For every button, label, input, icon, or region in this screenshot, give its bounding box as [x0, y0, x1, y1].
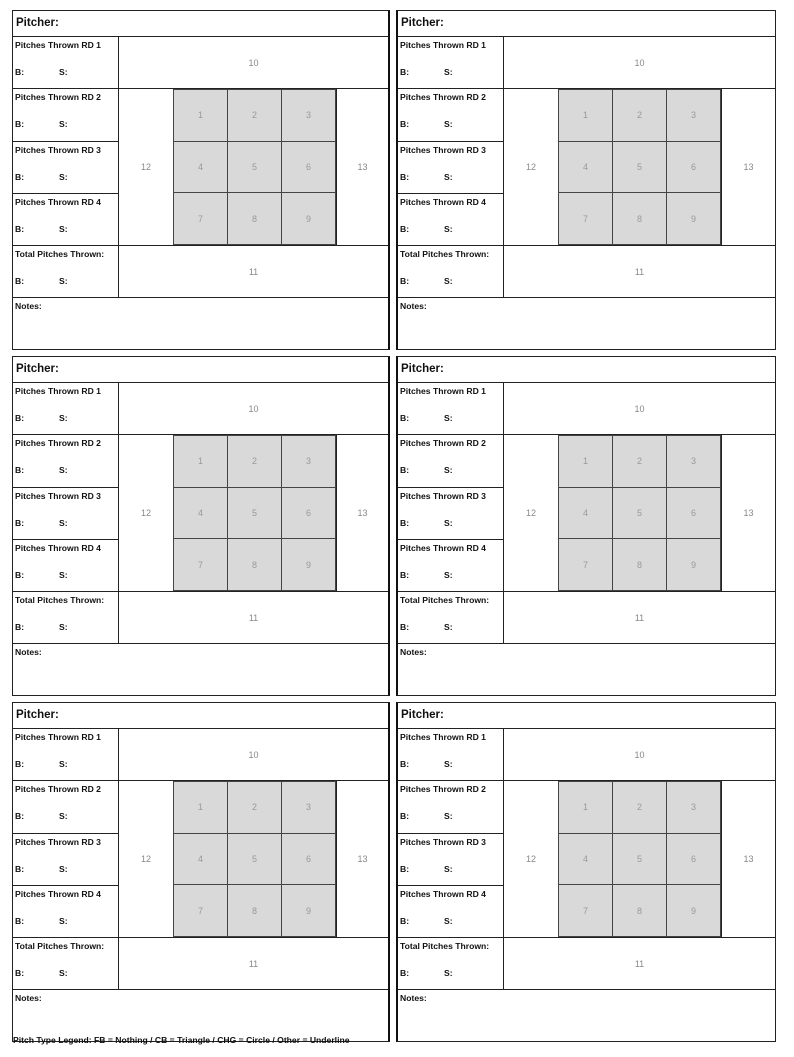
- zone-13: 13: [722, 89, 775, 246]
- total-pitches-label: Total Pitches Thrown:: [15, 595, 105, 605]
- zone-12: 12: [119, 435, 173, 592]
- notes-label: Notes:: [400, 301, 427, 311]
- total-pitches-box: [398, 938, 504, 990]
- zone-cell-5: 5: [227, 833, 282, 886]
- balls-label: B:: [400, 864, 410, 874]
- pitcher-card-5: [12, 702, 390, 1042]
- zone-cell-8: 8: [227, 538, 282, 591]
- zone-cell-4: 4: [558, 833, 613, 886]
- balls-label: B:: [400, 518, 410, 528]
- zone-cell-9: 9: [666, 884, 721, 937]
- zone-cell-7: 7: [173, 884, 228, 937]
- strikes-label: S:: [59, 968, 68, 978]
- round-3-box: [398, 834, 504, 886]
- strikes-label: S:: [444, 759, 453, 769]
- zone-cell-6: 6: [666, 487, 721, 540]
- total-pitches-box: [13, 246, 119, 298]
- round-4-box: [398, 886, 504, 938]
- pitcher-title: Pitcher:: [13, 11, 388, 37]
- strikes-label: S:: [444, 518, 453, 528]
- zone-10: 10: [119, 729, 388, 781]
- strikes-label: S:: [59, 811, 68, 821]
- strikes-label: S:: [444, 67, 453, 77]
- balls-label: B:: [15, 413, 25, 423]
- round-3-box: [398, 142, 504, 194]
- zone-cell-2: 2: [227, 435, 282, 488]
- round-2-box: [13, 89, 119, 142]
- total-pitches-label: Total Pitches Thrown:: [400, 595, 490, 605]
- balls-label: B:: [400, 570, 410, 580]
- zone-cell-8: 8: [612, 884, 667, 937]
- round-4-box: [398, 194, 504, 246]
- balls-label: B:: [15, 864, 25, 874]
- round-1-label: Pitches Thrown RD 1: [15, 40, 101, 50]
- balls-label: B:: [400, 172, 410, 182]
- zone-11: 11: [504, 246, 775, 298]
- strike-zone-grid: [558, 435, 722, 592]
- balls-label: B:: [400, 465, 410, 475]
- strikes-label: S:: [444, 916, 453, 926]
- round-1-box: [398, 37, 504, 89]
- notes-label: Notes:: [15, 993, 42, 1003]
- strikes-label: S:: [444, 119, 453, 129]
- strikes-label: S:: [444, 968, 453, 978]
- notes-area[interactable]: [13, 990, 388, 1041]
- strikes-label: S:: [59, 119, 68, 129]
- zone-cell-8: 8: [227, 884, 282, 937]
- strikes-label: S:: [59, 570, 68, 580]
- balls-label: B:: [15, 67, 25, 77]
- pitcher-card-1: [12, 10, 390, 350]
- zone-cell-5: 5: [612, 487, 667, 540]
- pitcher-title: Pitcher:: [398, 11, 775, 37]
- round-3-label: Pitches Thrown RD 3: [15, 491, 101, 501]
- zone-cell-6: 6: [281, 833, 336, 886]
- zone-11: 11: [119, 938, 388, 990]
- balls-label: B:: [400, 224, 410, 234]
- round-1-label: Pitches Thrown RD 1: [400, 732, 486, 742]
- balls-label: B:: [400, 759, 410, 769]
- zone-cell-9: 9: [281, 884, 336, 937]
- zone-cell-2: 2: [227, 89, 282, 142]
- round-2-box: [13, 435, 119, 488]
- round-2-label: Pitches Thrown RD 2: [400, 784, 486, 794]
- zone-cell-7: 7: [558, 192, 613, 245]
- total-pitches-label: Total Pitches Thrown:: [400, 941, 490, 951]
- pitcher-card-4: [396, 356, 776, 696]
- round-4-box: [13, 194, 119, 246]
- strikes-label: S:: [444, 864, 453, 874]
- strikes-label: S:: [444, 570, 453, 580]
- strikes-label: S:: [444, 811, 453, 821]
- zone-10: 10: [119, 37, 388, 89]
- round-3-label: Pitches Thrown RD 3: [15, 837, 101, 847]
- balls-label: B:: [15, 465, 25, 475]
- round-3-label: Pitches Thrown RD 3: [400, 145, 486, 155]
- zone-cell-1: 1: [173, 781, 228, 834]
- round-4-label: Pitches Thrown RD 4: [400, 543, 486, 553]
- zone-12: 12: [119, 781, 173, 938]
- total-pitches-box: [13, 592, 119, 644]
- zone-10: 10: [504, 37, 775, 89]
- round-4-label: Pitches Thrown RD 4: [15, 889, 101, 899]
- notes-area[interactable]: [13, 644, 388, 695]
- round-2-box: [398, 89, 504, 142]
- round-1-label: Pitches Thrown RD 1: [400, 386, 486, 396]
- zone-cell-3: 3: [666, 89, 721, 142]
- strike-zone-grid: [558, 89, 722, 246]
- round-2-label: Pitches Thrown RD 2: [15, 784, 101, 794]
- zone-cell-5: 5: [612, 833, 667, 886]
- zone-11: 11: [119, 592, 388, 644]
- round-1-label: Pitches Thrown RD 1: [15, 386, 101, 396]
- strikes-label: S:: [444, 413, 453, 423]
- strike-zone-grid: [173, 435, 337, 592]
- zone-10: 10: [119, 383, 388, 435]
- balls-label: B:: [15, 224, 25, 234]
- notes-area[interactable]: [398, 644, 775, 695]
- zone-cell-7: 7: [558, 884, 613, 937]
- round-2-label: Pitches Thrown RD 2: [400, 438, 486, 448]
- total-pitches-label: Total Pitches Thrown:: [400, 249, 490, 259]
- zone-cell-4: 4: [558, 141, 613, 194]
- balls-label: B:: [15, 916, 25, 926]
- zone-cell-9: 9: [281, 192, 336, 245]
- zone-cell-2: 2: [227, 781, 282, 834]
- zone-12: 12: [504, 781, 558, 938]
- zone-cell-1: 1: [173, 89, 228, 142]
- balls-label: B:: [15, 119, 25, 129]
- notes-area[interactable]: [398, 298, 775, 349]
- zone-cell-3: 3: [666, 435, 721, 488]
- zone-12: 12: [504, 435, 558, 592]
- zone-cell-9: 9: [281, 538, 336, 591]
- zone-cell-2: 2: [612, 435, 667, 488]
- pitcher-card-6: [396, 702, 776, 1042]
- notes-area[interactable]: [13, 298, 388, 349]
- round-1-box: [13, 383, 119, 435]
- balls-label: B:: [400, 916, 410, 926]
- round-4-box: [398, 540, 504, 592]
- zone-cell-4: 4: [558, 487, 613, 540]
- zone-12: 12: [504, 89, 558, 246]
- balls-label: B:: [400, 119, 410, 129]
- round-1-label: Pitches Thrown RD 1: [15, 732, 101, 742]
- balls-label: B:: [400, 622, 410, 632]
- zone-12: 12: [119, 89, 173, 246]
- pitcher-title: Pitcher:: [13, 357, 388, 383]
- notes-area[interactable]: [398, 990, 775, 1041]
- zone-cell-8: 8: [612, 538, 667, 591]
- strikes-label: S:: [59, 172, 68, 182]
- balls-label: B:: [15, 968, 25, 978]
- strikes-label: S:: [59, 413, 68, 423]
- round-2-box: [398, 781, 504, 834]
- zone-13: 13: [722, 781, 775, 938]
- strikes-label: S:: [59, 759, 68, 769]
- zone-cell-9: 9: [666, 192, 721, 245]
- zone-13: 13: [337, 781, 388, 938]
- strike-zone-grid: [558, 781, 722, 938]
- zone-cell-7: 7: [558, 538, 613, 591]
- pitcher-card-3: [12, 356, 390, 696]
- zone-cell-4: 4: [173, 141, 228, 194]
- balls-label: B:: [400, 276, 410, 286]
- notes-label: Notes:: [15, 647, 42, 657]
- zone-13: 13: [337, 89, 388, 246]
- round-1-label: Pitches Thrown RD 1: [400, 40, 486, 50]
- strikes-label: S:: [59, 864, 68, 874]
- balls-label: B:: [15, 811, 25, 821]
- zone-cell-6: 6: [281, 487, 336, 540]
- zone-cell-2: 2: [612, 89, 667, 142]
- round-1-box: [398, 729, 504, 781]
- strikes-label: S:: [59, 518, 68, 528]
- notes-label: Notes:: [15, 301, 42, 311]
- strikes-label: S:: [444, 224, 453, 234]
- strike-zone-grid: [173, 89, 337, 246]
- round-3-box: [13, 142, 119, 194]
- zone-10: 10: [504, 383, 775, 435]
- balls-label: B:: [15, 570, 25, 580]
- round-4-box: [13, 540, 119, 592]
- strikes-label: S:: [444, 276, 453, 286]
- round-4-box: [13, 886, 119, 938]
- round-1-box: [398, 383, 504, 435]
- zone-cell-5: 5: [612, 141, 667, 194]
- zone-10: 10: [504, 729, 775, 781]
- round-2-label: Pitches Thrown RD 2: [15, 92, 101, 102]
- notes-label: Notes:: [400, 647, 427, 657]
- zone-cell-1: 1: [558, 781, 613, 834]
- zone-cell-6: 6: [666, 833, 721, 886]
- round-4-label: Pitches Thrown RD 4: [400, 197, 486, 207]
- balls-label: B:: [400, 968, 410, 978]
- round-4-label: Pitches Thrown RD 4: [15, 197, 101, 207]
- round-3-label: Pitches Thrown RD 3: [15, 145, 101, 155]
- balls-label: B:: [400, 67, 410, 77]
- zone-cell-7: 7: [173, 538, 228, 591]
- pitcher-title: Pitcher:: [13, 703, 388, 729]
- round-3-box: [13, 834, 119, 886]
- zone-cell-5: 5: [227, 141, 282, 194]
- round-3-label: Pitches Thrown RD 3: [400, 837, 486, 847]
- zone-cell-3: 3: [281, 89, 336, 142]
- zone-13: 13: [722, 435, 775, 592]
- zone-cell-1: 1: [558, 435, 613, 488]
- zone-cell-8: 8: [227, 192, 282, 245]
- round-4-label: Pitches Thrown RD 4: [15, 543, 101, 553]
- pitch-type-legend: Pitch Type Legend: FB = Nothing / CB = Triangle / CHG = Circle / Other = Underline: [13, 1035, 350, 1045]
- round-2-label: Pitches Thrown RD 2: [400, 92, 486, 102]
- strikes-label: S:: [59, 224, 68, 234]
- round-1-box: [13, 729, 119, 781]
- round-1-box: [13, 37, 119, 89]
- total-pitches-box: [398, 592, 504, 644]
- zone-cell-3: 3: [281, 781, 336, 834]
- zone-cell-2: 2: [612, 781, 667, 834]
- round-3-box: [398, 488, 504, 540]
- pitcher-card-2: [396, 10, 776, 350]
- pitcher-title: Pitcher:: [398, 357, 775, 383]
- zone-cell-3: 3: [666, 781, 721, 834]
- zone-cell-8: 8: [612, 192, 667, 245]
- strikes-label: S:: [444, 172, 453, 182]
- zone-13: 13: [337, 435, 388, 592]
- zone-cell-4: 4: [173, 487, 228, 540]
- balls-label: B:: [400, 413, 410, 423]
- strikes-label: S:: [59, 276, 68, 286]
- zone-cell-6: 6: [281, 141, 336, 194]
- total-pitches-label: Total Pitches Thrown:: [15, 941, 105, 951]
- zone-cell-4: 4: [173, 833, 228, 886]
- balls-label: B:: [15, 276, 25, 286]
- round-3-box: [13, 488, 119, 540]
- round-2-box: [13, 781, 119, 834]
- zone-11: 11: [504, 938, 775, 990]
- total-pitches-label: Total Pitches Thrown:: [15, 249, 105, 259]
- round-4-label: Pitches Thrown RD 4: [400, 889, 486, 899]
- zone-11: 11: [119, 246, 388, 298]
- zone-11: 11: [504, 592, 775, 644]
- zone-cell-5: 5: [227, 487, 282, 540]
- balls-label: B:: [15, 518, 25, 528]
- balls-label: B:: [15, 759, 25, 769]
- strikes-label: S:: [59, 67, 68, 77]
- strikes-label: S:: [444, 465, 453, 475]
- zone-cell-1: 1: [558, 89, 613, 142]
- round-2-label: Pitches Thrown RD 2: [15, 438, 101, 448]
- zone-cell-6: 6: [666, 141, 721, 194]
- strike-zone-grid: [173, 781, 337, 938]
- zone-cell-9: 9: [666, 538, 721, 591]
- notes-label: Notes:: [400, 993, 427, 1003]
- zone-cell-1: 1: [173, 435, 228, 488]
- round-2-box: [398, 435, 504, 488]
- total-pitches-box: [398, 246, 504, 298]
- balls-label: B:: [15, 172, 25, 182]
- strikes-label: S:: [444, 622, 453, 632]
- pitcher-title: Pitcher:: [398, 703, 775, 729]
- strikes-label: S:: [59, 465, 68, 475]
- total-pitches-box: [13, 938, 119, 990]
- round-3-label: Pitches Thrown RD 3: [400, 491, 486, 501]
- zone-cell-7: 7: [173, 192, 228, 245]
- balls-label: B:: [400, 811, 410, 821]
- strikes-label: S:: [59, 916, 68, 926]
- balls-label: B:: [15, 622, 25, 632]
- zone-cell-3: 3: [281, 435, 336, 488]
- strikes-label: S:: [59, 622, 68, 632]
